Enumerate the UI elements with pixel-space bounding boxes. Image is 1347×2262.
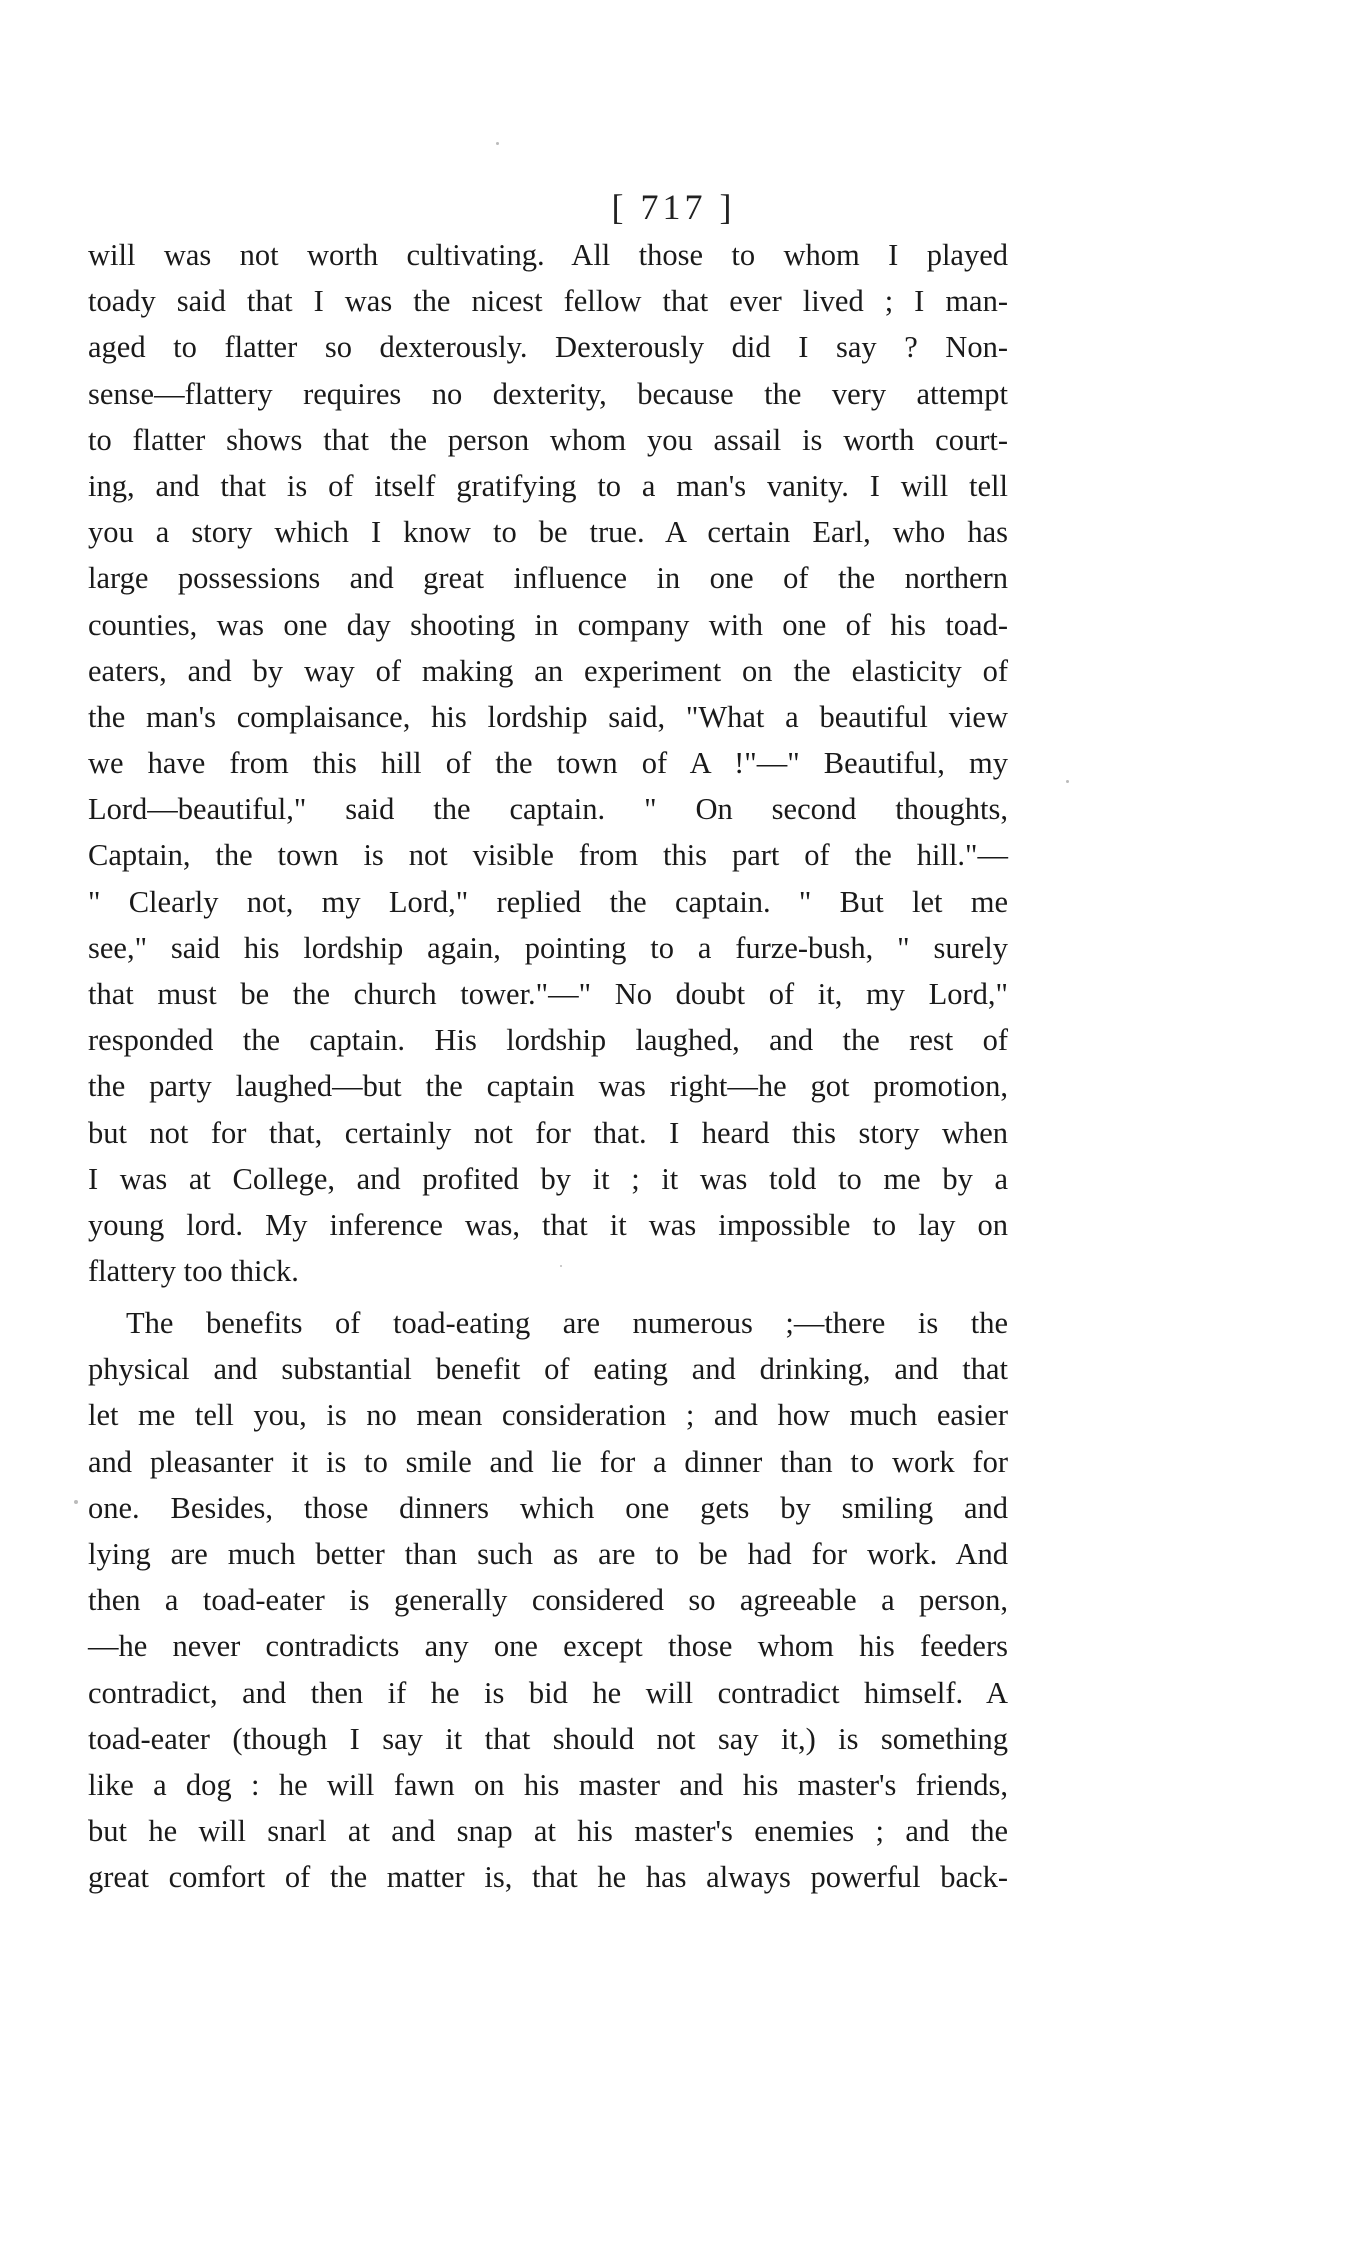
- text-line: the party laughed—but the captain was right—he got promotion,: [88, 1069, 1008, 1104]
- paragraph-2: [88, 1300, 1008, 1900]
- text-line: counties, was one day shooting in company with one of his toad-: [88, 607, 1008, 642]
- print-speck: [496, 142, 499, 145]
- text-line: the man's complaisance, his lordship said, "What a beautiful view: [88, 699, 1008, 734]
- text-line: and pleasanter it is to smile and lie for a dinner than to work for: [88, 1444, 1008, 1479]
- text-line: you a story which I know to be true. A certain Earl, who has: [88, 515, 1008, 550]
- text-line: ing, and that is of itself gratifying to a man's vanity. I will tell: [88, 468, 1008, 503]
- text-line: flattery too thick.: [88, 1254, 299, 1289]
- text-line: but not for that, certainly not for that. I heard this story when: [88, 1115, 1008, 1150]
- text-line: will was not worth cultivating. All those to whom I played: [88, 238, 1008, 272]
- text-line: like a dog : he will fawn on his master and his master's friends,: [88, 1767, 1008, 1802]
- text-line: responded the captain. His lordship laughed, and the rest of: [88, 1023, 1008, 1058]
- text-line: one. Besides, those dinners which one gets by smiling and: [88, 1490, 1008, 1525]
- text-line: then a toad-eater is generally considered so agreeable a person,: [88, 1583, 1008, 1618]
- text-line: large possessions and great influence in one of the northern: [88, 561, 1008, 596]
- text-line: let me tell you, is no mean consideration ; and how much easier: [88, 1398, 1008, 1433]
- text-line: toad-eater (though I say it that should not say it,) is something: [88, 1721, 1008, 1756]
- text-line: sense—flattery requires no dexterity, because the very attempt: [88, 376, 1008, 411]
- print-speck: [74, 1500, 78, 1504]
- text-line: young lord. My inference was, that it was impossible to lay on: [88, 1207, 1008, 1242]
- text-line: physical and substantial benefit of eating and drinking, and that: [88, 1352, 1008, 1387]
- text-line: I was at College, and profited by it ; it was told to me by a: [88, 1161, 1008, 1196]
- paragraph-1: [88, 232, 1008, 1294]
- text-line: that must be the church tower."—" No doubt of it, my Lord,": [88, 977, 1008, 1011]
- page-number: [ 717 ]: [611, 187, 736, 227]
- text-line: toady said that I was the nicest fellow that ever lived ; I man-: [88, 284, 1008, 319]
- text-line: Captain, the town is not visible from this part of the hill."—: [88, 838, 1008, 873]
- print-speck: [1066, 780, 1069, 783]
- text-line: contradict, and then if he is bid he will contradict himself. A: [88, 1675, 1008, 1710]
- text-line: we have from this hill of the town of A !"—" Beautiful, my: [88, 746, 1008, 781]
- text-line: " Clearly not, my Lord," replied the captain. " But let me: [88, 884, 1008, 919]
- text-line: lying are much better than such as are to be had for work. And: [88, 1536, 1008, 1571]
- text-line: aged to flatter so dexterously. Dexterously did I say ? Non-: [88, 330, 1008, 365]
- text-line: Lord—beautiful," said the captain. " On second thoughts,: [88, 792, 1008, 827]
- text-line: The benefits of toad-eating are numerous ;—there is the: [126, 1306, 1008, 1340]
- text-line: but he will snarl at and snap at his master's enemies ; and the: [88, 1814, 1008, 1849]
- text-line: great comfort of the matter is, that he has always powerful back-: [88, 1860, 1008, 1895]
- text-line: eaters, and by way of making an experiment on the elasticity of: [88, 653, 1008, 688]
- text-line: —he never contradicts any one except those whom his feeders: [88, 1629, 1008, 1664]
- text-line: see," said his lordship again, pointing to a furze-bush, " surely: [88, 930, 1008, 965]
- text-line: to flatter shows that the person whom you assail is worth court-: [88, 422, 1008, 457]
- print-speck: [560, 1265, 562, 1267]
